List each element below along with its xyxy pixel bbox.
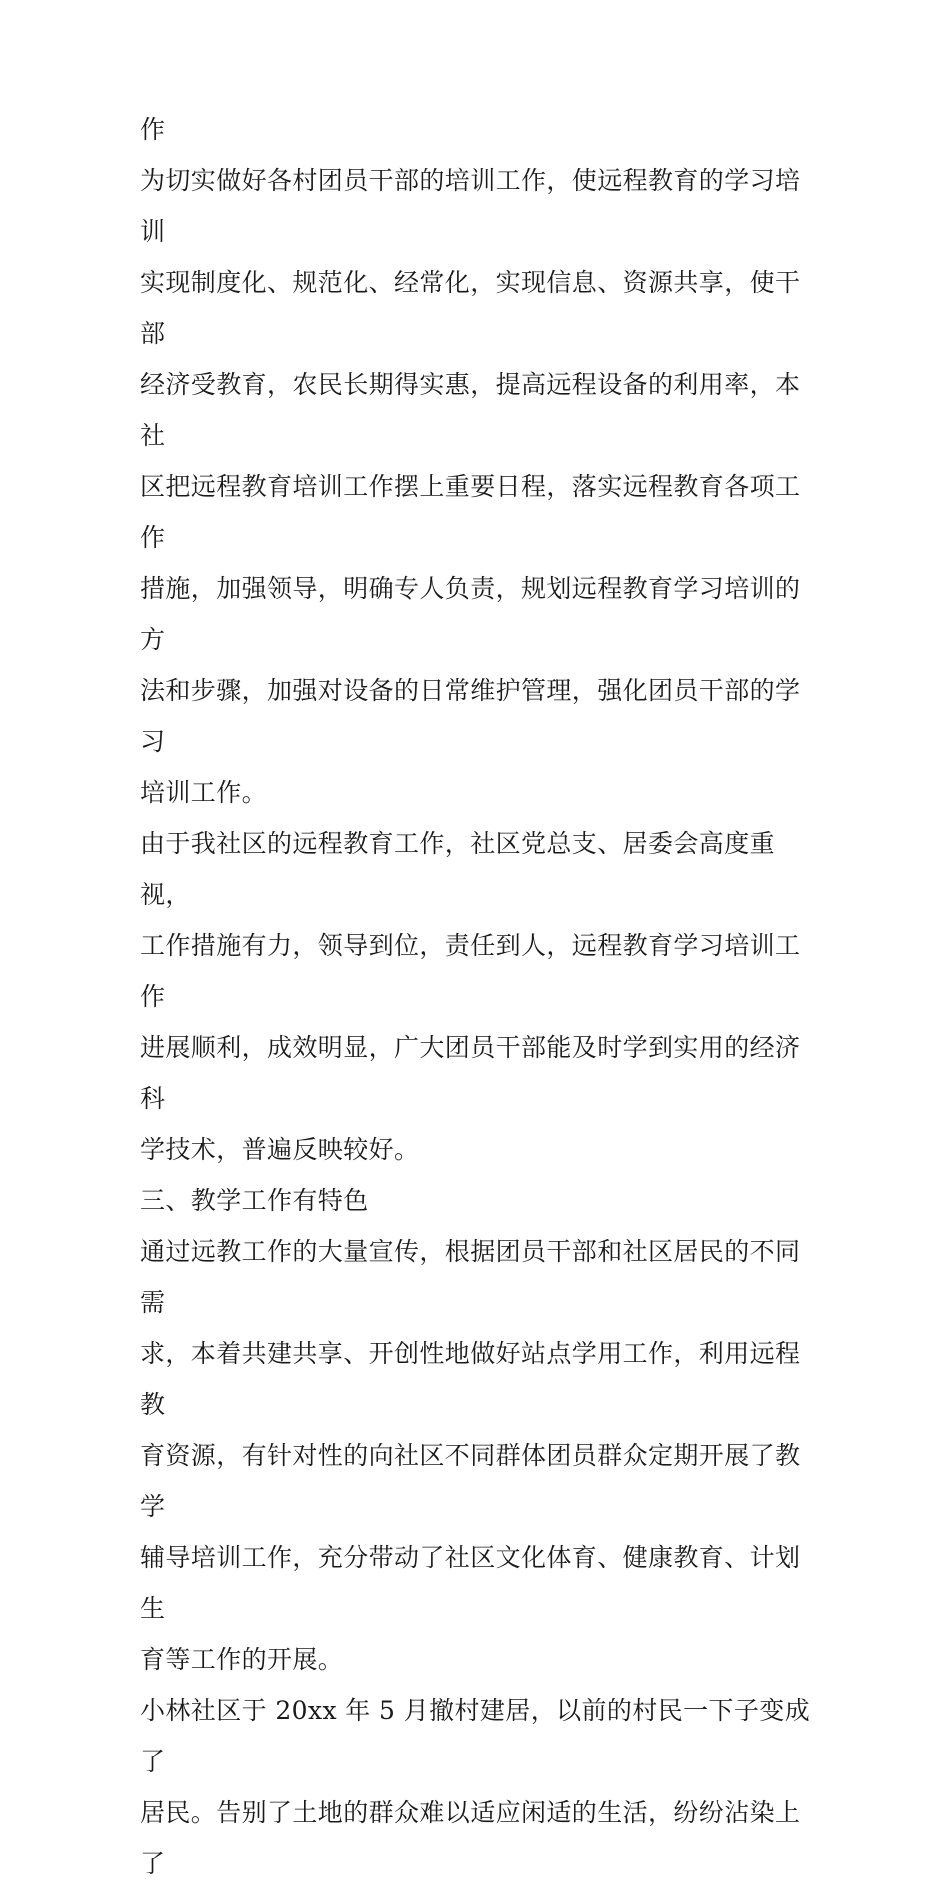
document-body bbox=[140, 104, 816, 1889]
paragraph-results: 由于我社区的远程教育工作，社区党总支、居委会高度重视， 工作措施有力，领导到位，责任到人，远程教育学习培训工作 进展顺利，成效明显，广大团员干部能及时学到实用的经济科 学技术，普遍反映较好。 bbox=[140, 829, 801, 1164]
section-heading: 三、教学工作有特色 bbox=[140, 1186, 369, 1215]
paragraph-teaching-work: 通过远教工作的大量宣传，根据团员干部和社区居民的不同需 求，本着共建共享、开创性地做好站点学用工作，利用远程教 育资源，有针对性的向社区不同群体团员群众定期开展了教学 辅导培训工作，充分带动了社区文化体育、健康教育、计划生 育等工作的开展。 bbox=[140, 1237, 801, 1674]
paragraph-community-history: 小林社区于 20xx 年 5 月撤村建居，以前的村民一下子变成了 居民。告别了土地的群众难以适应闲适的生活，纷纷沾染上了 bbox=[140, 1696, 811, 1878]
paragraph-training-work: 为切实做好各村团员干部的培训工作，使远程教育的学习培训 实现制度化、规范化、经常化，实现信息、资源共享，使干部 经济受教育，农民长期得实惠，提高远程设备的利用率，本社 区把远程教育培训工作摆上重要日程，落实远程教育各项工作 措施，加强领导，明确专人负责，规划远程教育学习培训的方 法和步骤，加强对设备的日常维护管理，强化团员干部的学习 培训工作。 bbox=[140, 166, 801, 807]
paragraph-continuation: 作 bbox=[140, 115, 166, 144]
